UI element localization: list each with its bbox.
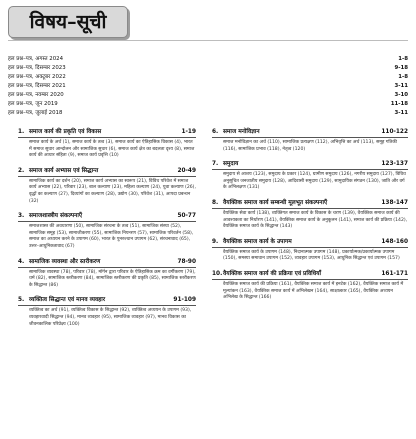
chapter-heading — [18, 212, 196, 222]
chapter-title: वैयक्तिक समाज कार्य की प्रक्रिया एवं प्रविधियाँ — [223, 270, 322, 277]
chapter-pages: 161-171 — [381, 270, 408, 277]
chapter-topics: समाज कार्य के अर्थ (1), समाज कार्य के तत्व (3), समाज कार्य का ऐतिहासिक विकास (4), भारत में समाज सुधार आन्दोलन और सामाजिक सुधार (6), समाज कार्य क्षेत्र का बदलता दृश्य (8), समाज कार्य की आधार संहिता (9), समाज कार्य प्रवृत्ति (10) — [29, 140, 195, 159]
page-title: विषय–सूची — [29, 11, 107, 33]
chapters-right-column — [212, 128, 408, 309]
chapter-topics: व्यक्तित्व का अर्थ (91), व्यक्तित्व विकास के सिद्धान्त (92), व्यक्तित्व अध्ययन के उपागम (93), व्यवहारवादी सिद्धान्त (94), मानव व्यवहार (95), सामाजिक व्यवहार (97), मानव विकास का जीवनकालिक परिप्रेक्ष्य (100) — [29, 308, 192, 327]
chapter-number: 4. — [18, 258, 25, 265]
chapter-pages: 91-109 — [173, 297, 196, 304]
chapter-entry — [18, 167, 196, 205]
chapter-pages: 20-49 — [177, 167, 196, 174]
chapter-entry — [18, 212, 196, 250]
chapter-entry — [18, 128, 196, 160]
chapter-topics: समुदाय से आशय (123), समुदाय के प्रकार (124), ग्रामीण समुदाय (126), नगरीय समुदाय (127), विविध अनुसूचित जनजातीय समुदाय (128), आदिवासी समुदाय (129), सामुदायिक संगठन (130), जाति और वर्ग के अभिलक्षण (131) — [223, 172, 406, 191]
chapter-pages: 50-77 — [177, 213, 196, 220]
chapter-heading — [212, 270, 408, 280]
solved-paper-label: हल प्रश्न–पत्र, अक्टूबर 2022 — [8, 74, 66, 80]
chapter-pages: 110-122 — [381, 129, 408, 135]
chapter-number: 9. — [212, 238, 219, 245]
title-bar — [8, 6, 408, 41]
solved-paper-row — [8, 55, 408, 64]
chapter-pages: 123-137 — [381, 161, 408, 168]
chapter-number: 5. — [18, 297, 25, 304]
chapter-pages: 1-19 — [181, 129, 196, 135]
solved-paper-label: हल प्रश्न–पत्र, दिसम्बर 2021 — [8, 83, 66, 89]
chapter-heading — [18, 296, 196, 306]
chapter-topics: वैयक्तिक सेवा कार्य (138), व्यक्तिगत समाज कार्य के विकास के चरण (139), वैयक्तिक समाज कार्य की आवश्यकता का निर्धारण (141), वैयक्तिक समाज कार्य के अनुकूलन (141), समाज कार्य की प्रक्रिया (142), वैयक्तिक समाज कार्य के सिद्धान्त (143) — [223, 210, 408, 230]
chapter-title: समुदाय — [223, 161, 239, 168]
chapter-entry — [212, 199, 408, 231]
chapter-title: समाजशास्त्रीय संकल्पनाएँ — [29, 213, 83, 220]
chapter-title: समाज मनोविज्ञान — [223, 129, 260, 135]
chapter-pages: 78-90 — [177, 258, 196, 265]
chapter-title: वैयक्तिक समाज कार्य सम्बन्धी मूलभूत संकल्पनाएँ — [223, 199, 328, 206]
chapter-heading — [212, 160, 408, 170]
solved-papers-list — [8, 55, 408, 118]
chapter-entry — [212, 128, 408, 153]
chapter-number: 2. — [18, 167, 25, 174]
chapter-topics: समाजशास्त्र की अवधारणा (50), सामाजिक संरचना के तत्व (51), सामाजिक संस्था (52), सामाजिक समूह (53), सामाजीकरण (55), सामाजिक नियन्त्रण (57), सामाजिक परिवर्तन (58), समाज का अध्ययन करने के उपागम (60), भारत के पुनरुत्थान उपागम (62), संरचनावाद (65), उत्तर–आधुनिकतावाद (67) — [29, 224, 194, 249]
chapter-number: 10. — [212, 270, 223, 277]
chapter-heading — [18, 258, 196, 268]
chapter-number: 7. — [212, 161, 219, 168]
chapter-title: व्यक्तित्व सिद्धान्त एवं मानव व्यवहार — [29, 297, 106, 304]
solved-paper-row — [8, 82, 408, 91]
chapter-heading — [212, 238, 408, 248]
chapter-title: सामाजिक व्यवस्था और स्तरीकरण — [29, 258, 101, 265]
chapter-number: 6. — [212, 129, 219, 135]
solved-paper-label: हल प्रश्न–पत्र, दिसम्बर 2023 — [8, 65, 66, 71]
solved-paper-pages: 1-8 — [398, 74, 408, 80]
solved-paper-pages: 3-11 — [394, 83, 408, 89]
solved-paper-row — [8, 91, 408, 100]
chapter-title: समाज कार्य की प्रकृति एवं विकास — [29, 129, 102, 135]
solved-paper-pages: 11-18 — [390, 101, 408, 107]
chapter-heading — [212, 128, 408, 138]
solved-paper-pages: 9-18 — [394, 65, 408, 71]
chapter-entry — [18, 296, 196, 328]
solved-paper-label: हल प्रश्न–पत्र, जून 2019 — [8, 101, 58, 107]
chapter-topics: वैयक्तिक समाज कार्य की प्रक्रिया (161), वैयक्तिक समाज कार्य में इनटेक (162), वैयक्तिक समाज कार्य में मूल्यांकन (163), वैयक्तिक समाज कार्य में अभिलेखन (164), साक्षात्कार (165), वैयक्तिक अध्ययन अभिलेख के सिद्धान्त (166) — [223, 281, 404, 301]
solved-paper-row — [8, 73, 408, 82]
chapter-topics: वैयक्तिक समाज कार्य के उपागम (148), निदानात्मक उपागम (148), प्रकार्यात्मक/प्रकार्यात्मक उपागम (150), समस्या समाधान उपागम (152), व्यवहार उपागम (153), आधुनिक सिद्धान्त एवं उपागम (157) — [223, 249, 400, 262]
solved-paper-label: हल प्रश्न–पत्र, नवम्बर 2020 — [8, 92, 64, 98]
chapter-entry — [212, 160, 408, 192]
chapter-number: 1. — [18, 129, 25, 135]
solved-paper-label: हल प्रश्न–पत्र, अगस्त 2024 — [8, 56, 64, 62]
chapter-entry — [212, 270, 408, 302]
chapter-heading — [18, 128, 196, 138]
chapter-topics: सामाजिक कार्य का दर्शन (20), समाज कार्य अभ्यास का स्वरूप (21), विविध परिवेश में समाज कार्य अभ्यास (22), परिवार (23), बाल कल्याण (23), महिला कल्याण (24), युवा कल्याण (26), वृद्धों का कल्याण (27), दिव्यांगों का कल्याण (28), उद्योग (30), परिवेश (31), आपदा प्रबन्धन (32) — [29, 178, 196, 204]
chapter-number: 8. — [212, 199, 219, 206]
chapter-topics: सामाजिक व्यवस्था (78), परिवार (78), मॉर्गन द्वारा परिवार के ऐतिहासिक क्रम का वर्गीकरण (79), धर्म (82), सामाजिक स्तरीकरण (84), सामाजिक स्तरीकरण की प्रकृति (85), सामाजिक स्तरीकरण के सिद्धान्त (86) — [29, 269, 196, 288]
chapter-pages: 138-147 — [381, 199, 408, 206]
solved-paper-pages: 3-10 — [394, 92, 408, 98]
chapter-pages: 148-160 — [381, 238, 408, 245]
chapter-number: 3. — [18, 213, 25, 220]
solved-paper-row — [8, 64, 408, 73]
chapter-topics: समाज मनोविज्ञान का अर्थ (110), सामाजिक प्रत्यक्षण (112), अभिवृत्ति का अर्थ (113), समूह गतिकी (116), सामाजिक प्रभाव (118), नेतृत्व (120) — [223, 140, 397, 152]
solved-paper-label: हल प्रश्न–पत्र, जुलाई 2018 — [8, 110, 63, 116]
chapter-title: वैयक्तिक समाज कार्य के उपागम — [223, 238, 292, 245]
solved-paper-row — [8, 100, 408, 109]
chapter-entry — [18, 258, 196, 290]
title-box — [8, 6, 128, 38]
chapter-entry — [212, 238, 408, 263]
chapter-heading — [212, 199, 408, 209]
solved-paper-pages: 1-8 — [398, 56, 408, 62]
chapters-left-column — [18, 128, 196, 335]
solved-paper-row — [8, 109, 408, 118]
chapter-title: समाज कार्य अभ्यास एवं सिद्धान्त — [29, 167, 99, 174]
solved-paper-pages: 3-11 — [394, 110, 408, 116]
chapter-heading — [18, 167, 196, 177]
